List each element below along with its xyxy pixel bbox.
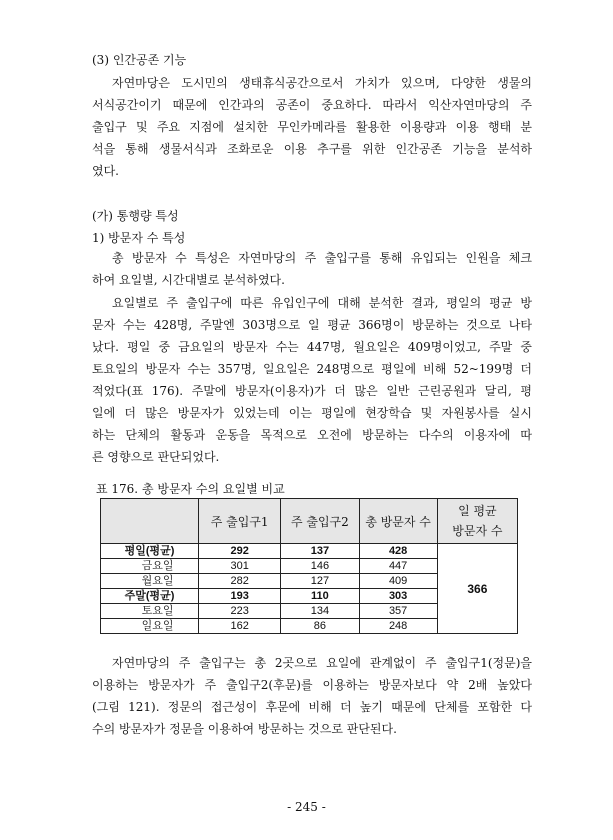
header-gate2: 주 출입구2 (281, 499, 359, 544)
text-line: 났다. 평일 중 금요일의 방문자 수는 447명, 월요일은 409명이었고, 주말 중 (92, 340, 532, 354)
text-line: 서식공간이기 때문에 인간과의 공존이 중요하다. 따라서 익산자연마당의 주 (92, 98, 532, 112)
gate2-cell: 86 (281, 619, 359, 634)
gate1-cell: 292 (199, 544, 281, 559)
intro-paragraph (92, 72, 532, 182)
closing-paragraph (92, 652, 532, 740)
header-daily-average (437, 499, 517, 544)
total-cell: 357 (359, 604, 437, 619)
table-row (101, 544, 518, 559)
text-line: 자연마당의 주 출입구는 총 2곳으로 요일에 관계없이 주 출입구1(정문)을 (112, 656, 532, 670)
text-line: 수의 방문자가 정문을 이용하여 방문하는 것으로 판단된다. (92, 722, 397, 736)
text-line: 였다. (92, 164, 119, 178)
total-cell: 447 (359, 559, 437, 574)
text-line: 적었다(표 176). 주말에 방문자(이용자)가 더 많은 일반 근린공원과 달리, 평 (92, 384, 532, 398)
text-line: 하는 단체의 활동과 운동을 목적으로 오전에 방문하는 다수의 이용자에 따 (92, 428, 532, 442)
gate2-cell: 127 (281, 574, 359, 589)
total-cell: 303 (359, 589, 437, 604)
text-line: 른 영향으로 판단되었다. (92, 450, 220, 464)
total-cell: 248 (359, 619, 437, 634)
text-line: 토요일의 방문자 수는 357명, 일요일은 248명으로 평일에 비해 52~199명 더 (92, 362, 532, 376)
gate1-cell: 223 (199, 604, 281, 619)
paragraph-1 (92, 247, 532, 291)
subsection-heading: (가) 통행량 특성 (92, 209, 179, 223)
gate2-cell: 110 (281, 589, 359, 604)
text-line: 이용하는 방문자가 주 출입구2(후문)를 이용하는 방문자보다 약 2배 높았다 (92, 678, 532, 692)
gate2-cell: 137 (281, 544, 359, 559)
row-label: 토요일 (101, 604, 199, 619)
text-line: (그림 121). 정문의 접근성이 후문에 비해 더 높기 때문에 단체를 포함한 다 (92, 700, 532, 714)
total-cell: 409 (359, 574, 437, 589)
total-cell: 428 (359, 544, 437, 559)
text-line: 문자 수는 428명, 주말엔 303명으로 일 평균 366명이 방문하는 것으로 나타 (92, 318, 532, 332)
header-blank-cell (101, 499, 199, 544)
paragraph-2 (92, 292, 532, 468)
text-line: 요일별로 주 출입구에 따른 유입인구에 대해 분석한 결과, 평일의 평균 방 (112, 296, 532, 310)
text-line: 총 방문자 수 특성은 자연마당의 주 출입구를 통해 유입되는 인원을 체크 (112, 251, 532, 265)
header-gate1: 주 출입구1 (199, 499, 281, 544)
text-line: 일에 더 많은 방문자가 있었는데 이는 평일에 현장학습 및 자원봉사를 실시 (92, 406, 532, 420)
daily-average-cell: 366 (437, 544, 517, 634)
gate1-cell: 301 (199, 559, 281, 574)
item-heading: 1) 방문자 수 특성 (92, 231, 186, 245)
row-label: 금요일 (101, 559, 199, 574)
header-daily-average-line1: 일 평균 (458, 504, 497, 518)
table-header-row (101, 499, 518, 544)
gate1-cell: 162 (199, 619, 281, 634)
header-daily-average-line2: 방문자 수 (452, 524, 503, 538)
row-label: 평일(평균) (101, 544, 199, 559)
gate2-cell: 146 (281, 559, 359, 574)
text-line: 석을 통해 생물서식과 조화로운 이용 추구를 위한 인간공존 기능을 분석하 (92, 142, 532, 156)
header-total: 총 방문자 수 (359, 499, 437, 544)
row-label: 월요일 (101, 574, 199, 589)
row-label: 주말(평균) (101, 589, 199, 604)
text-line: 출입구 및 주요 지점에 설치한 무인카메라를 활용한 이용량과 이용 행태 분 (92, 120, 532, 134)
gate1-cell: 193 (199, 589, 281, 604)
visitor-table (100, 498, 518, 634)
table-caption: 표 176. 총 방문자 수의 요일별 비교 (96, 482, 285, 496)
gate2-cell: 134 (281, 604, 359, 619)
page-number: - 245 - (287, 800, 326, 814)
text-line: 하여 요일별, 시간대별로 분석하였다. (92, 273, 285, 287)
text-line: 자연마당은 도시민의 생태휴식공간으로서 가치가 있으며, 다양한 생물의 (112, 76, 532, 90)
section-heading: (3) 인간공존 기능 (92, 53, 187, 67)
gate1-cell: 282 (199, 574, 281, 589)
row-label: 일요일 (101, 619, 199, 634)
